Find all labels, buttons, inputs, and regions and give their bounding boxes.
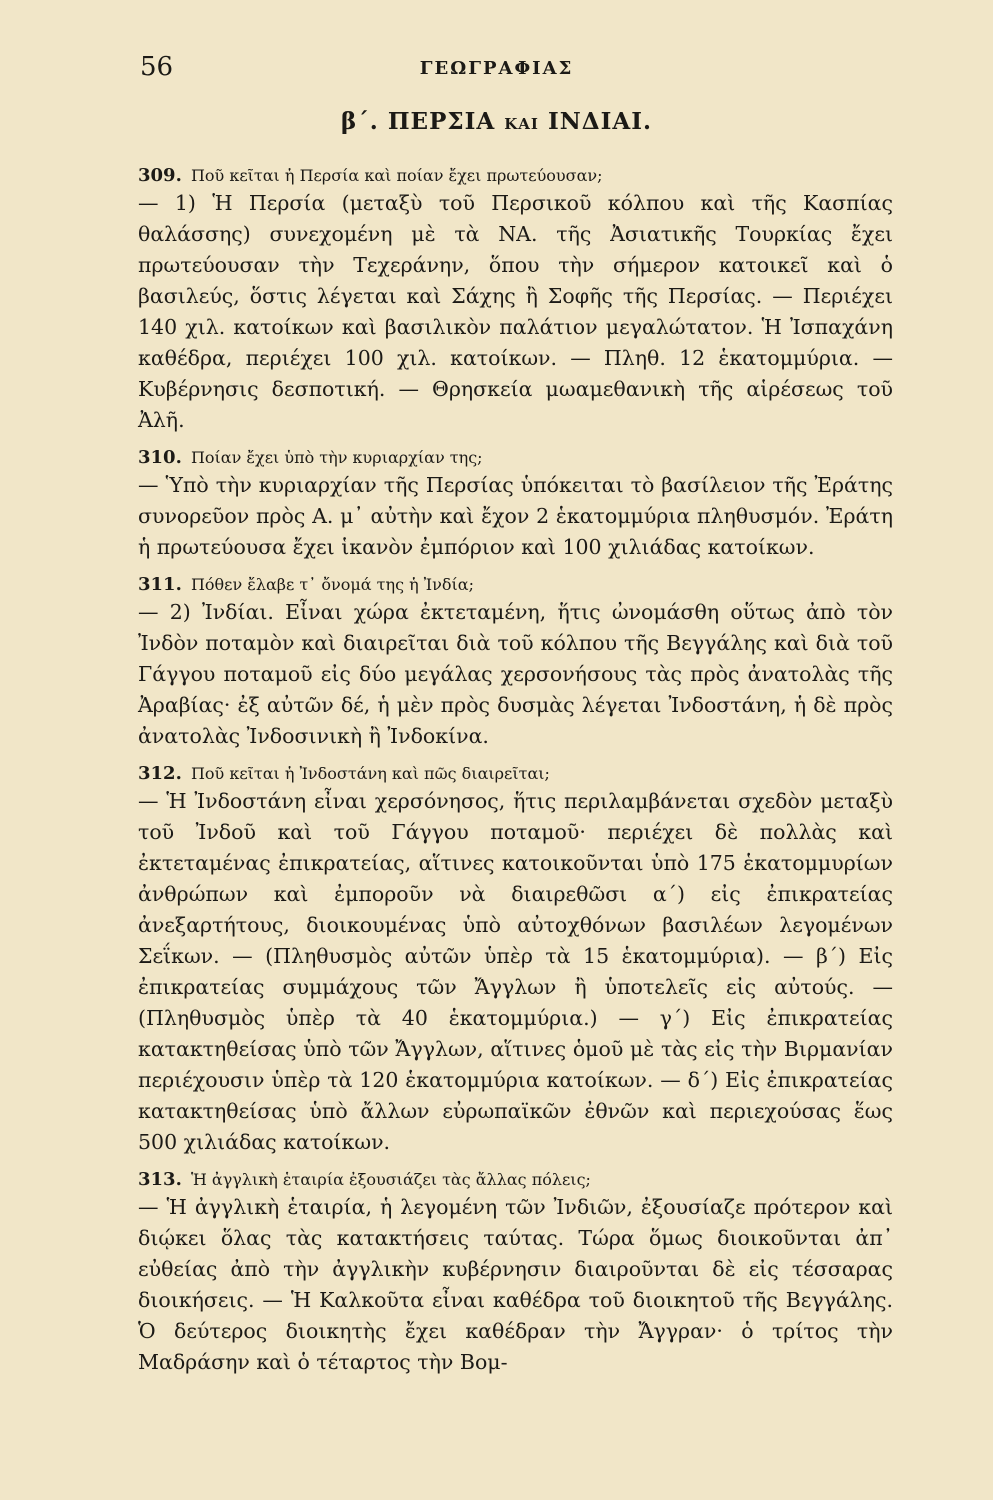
question-number: 311. [138,574,182,595]
question-number: 312. [138,763,182,784]
answer-310: — Ὑπὸ τὴν κυριαρχίαν τῆς Περσίας ὑπόκειται τὸ βασίλειον τῆς Ἐράτης συνορεῦον πρὸς Α. μ᾽ αὐτὴν καὶ ἔχον 2 ἑκατομμύρια πληθυσμόν. Ἐράτη ἡ πρωτεύουσα ἔχει ἱκανὸν ἐμπόριον καὶ 100 χιλιάδας κατοίκων. [138,473,893,559]
question-text: Πόθεν ἔλαβε τ᾽ ὄνομά της ἡ Ἰνδία; [190,575,474,594]
chapter-title-conjunction: ΚΑΙ [504,115,539,133]
chapter-title-suffix: ΙΝΔΙΑΙ. [547,108,652,135]
page-number: 56 [140,52,174,82]
question-313 [138,1168,893,1192]
answer-313: — Ἡ ἀγγλικὴ ἑταιρία, ἡ λεγομένη τῶν Ἰνδιῶν, ἐξουσίαζε πρότερον καὶ διῴκει ὅλας τὰς κατακτήσεις ταύτας. Τώρα ὅμως διοικοῦνται ἀπ᾽ εὐθείας ἀπὸ τὴν ἀγγλικὴν κυβέρνησιν διαιροῦνται δὲ εἰς τέσσαρας διοικήσεις. — Ἡ Καλκοῦτα εἶναι καθέδρα τοῦ διοικητοῦ τῆς Βεγγάλης. Ὁ δεύτερος διοικητὴς ἔχει καθέδραν τὴν Ἄγγραν· ὁ τρίτος τὴν Μαδράσην καὶ ὁ τέταρτος τὴν Βομ- [138,1195,893,1374]
question-text: Ἡ ἀγγλικὴ ἑταιρία ἐξουσιάζει τὰς ἄλλας πόλεις; [190,1170,591,1189]
question-309 [138,164,893,188]
answer-309: — 1) Ἡ Περσία (μεταξὺ τοῦ Περσικοῦ κόλπου καὶ τῆς Κασπίας θαλάσσης) συνεχομένη μὲ τὰ ΝΑ. τῆς Ἀσιατικῆς Τουρκίας ἔχει πρωτεύουσαν τὴν Τεχεράνην, ὅπου τὴν σήμερον κατοικεῖ καὶ ὁ βασιλεύς, ὅστις λέγεται καὶ Σάχης ἢ Σοφῆς τῆς Περσίας. — Περιέχει 140 χιλ. κατοίκων καὶ βασιλικὸν παλάτιον μεγαλώτατον. Ἡ Ἰσπαχάνη καθέδρα, περιέχει 100 χιλ. κατοίκων. — Πληθ. 12 ἑκατομμύρια. — Κυβέρνησις δεσποτική. — Θρησκεία μωαμεθανικὴ τῆς αἱρέσεως τοῦ Ἀλῆ. [138,191,893,432]
running-title: ΓΕΩΓΡΑΦΙΑΣ [419,58,574,79]
question-text: Ποῦ κεῖται ἡ Ἰνδοστάνη καὶ πῶς διαιρεῖται; [190,764,550,783]
answer-311: — 2) Ἰνδίαι. Εἶναι χώρα ἐκτεταμένη, ἥτις ὠνομάσθη οὕτως ἀπὸ τὸν Ἰνδὸν ποταμὸν καὶ διαιρεῖται διὰ τοῦ κόλπου τῆς Βεγγάλης καὶ διὰ τοῦ Γάγγου ποταμοῦ εἰς δύο μεγάλας χερσονήσους τὰς πρὸς ἀνατολὰς τῆς Ἀραβίας· ἐξ αὐτῶν δέ, ἡ μὲν πρὸς δυσμὰς λέγεται Ἰνδοστάνη, ἡ δὲ πρὸς ἀνατολὰς Ἰνδοσινικὴ ἢ Ἰνδοκίνα. [138,600,893,748]
question-number: 313. [138,1169,182,1190]
chapter-title-prefix: β΄. ΠΕΡΣΙΑ [341,108,496,135]
question-311 [138,573,893,597]
question-text: Ποίαν ἔχει ὑπὸ τὴν κυριαρχίαν της; [190,448,483,467]
chapter-title [0,108,993,135]
question-312 [138,762,893,786]
page-body [138,164,893,1378]
question-310 [138,446,893,470]
question-number: 310. [138,447,182,468]
question-number: 309. [138,165,182,186]
question-text: Ποῦ κεῖται ἡ Περσία καὶ ποίαν ἔχει πρωτεύουσαν; [190,166,603,185]
answer-312: — Ἡ Ἰνδοστάνη εἶναι χερσόνησος, ἥτις περιλαμβάνεται σχεδὸν μεταξὺ τοῦ Ἰνδοῦ καὶ τοῦ Γάγγου ποταμοῦ· περιέχει δὲ πολλὰς καὶ ἐκτεταμένας ἐπικρατείας, αἵτινες κατοικοῦνται ὑπὸ 175 ἑκατομμυρίων ἀνθρώπων καὶ ἐμποροῦν νὰ διαιρεθῶσι α΄) εἰς ἐπικρατείας ἀνεξαρτήτους, διοικουμένας ὑπὸ αὐτοχθόνων βασιλέων λεγομένων Σεΐκων. — (Πληθυσμὸς αὐτῶν ὑπὲρ τὰ 15 ἑκατομμύρια). — β΄) Εἰς ἐπικρατείας συμμάχους τῶν Ἄγγλων ἢ ὑποτελεῖς εἰς αὐτούς. — (Πληθυσμὸς ὑπὲρ τὰ 40 ἑκατομμύρια.) — γ΄) Εἰς ἐπικρατείας κατακτηθείσας ὑπὸ τῶν Ἄγγλων, αἵτινες ὁμοῦ μὲ τὰς εἰς τὴν Βιρμανίαν περιέχουσιν ὑπὲρ τὰ 120 ἑκατομμύρια κατοίκων. — δ΄) Εἰς ἐπικρατείας κατακτηθείσας ὑπὸ ἄλλων εὐρωπαϊκῶν ἐθνῶν καὶ περιεχούσας ἕως 500 χιλιάδας κατοίκων. [138,789,893,1154]
